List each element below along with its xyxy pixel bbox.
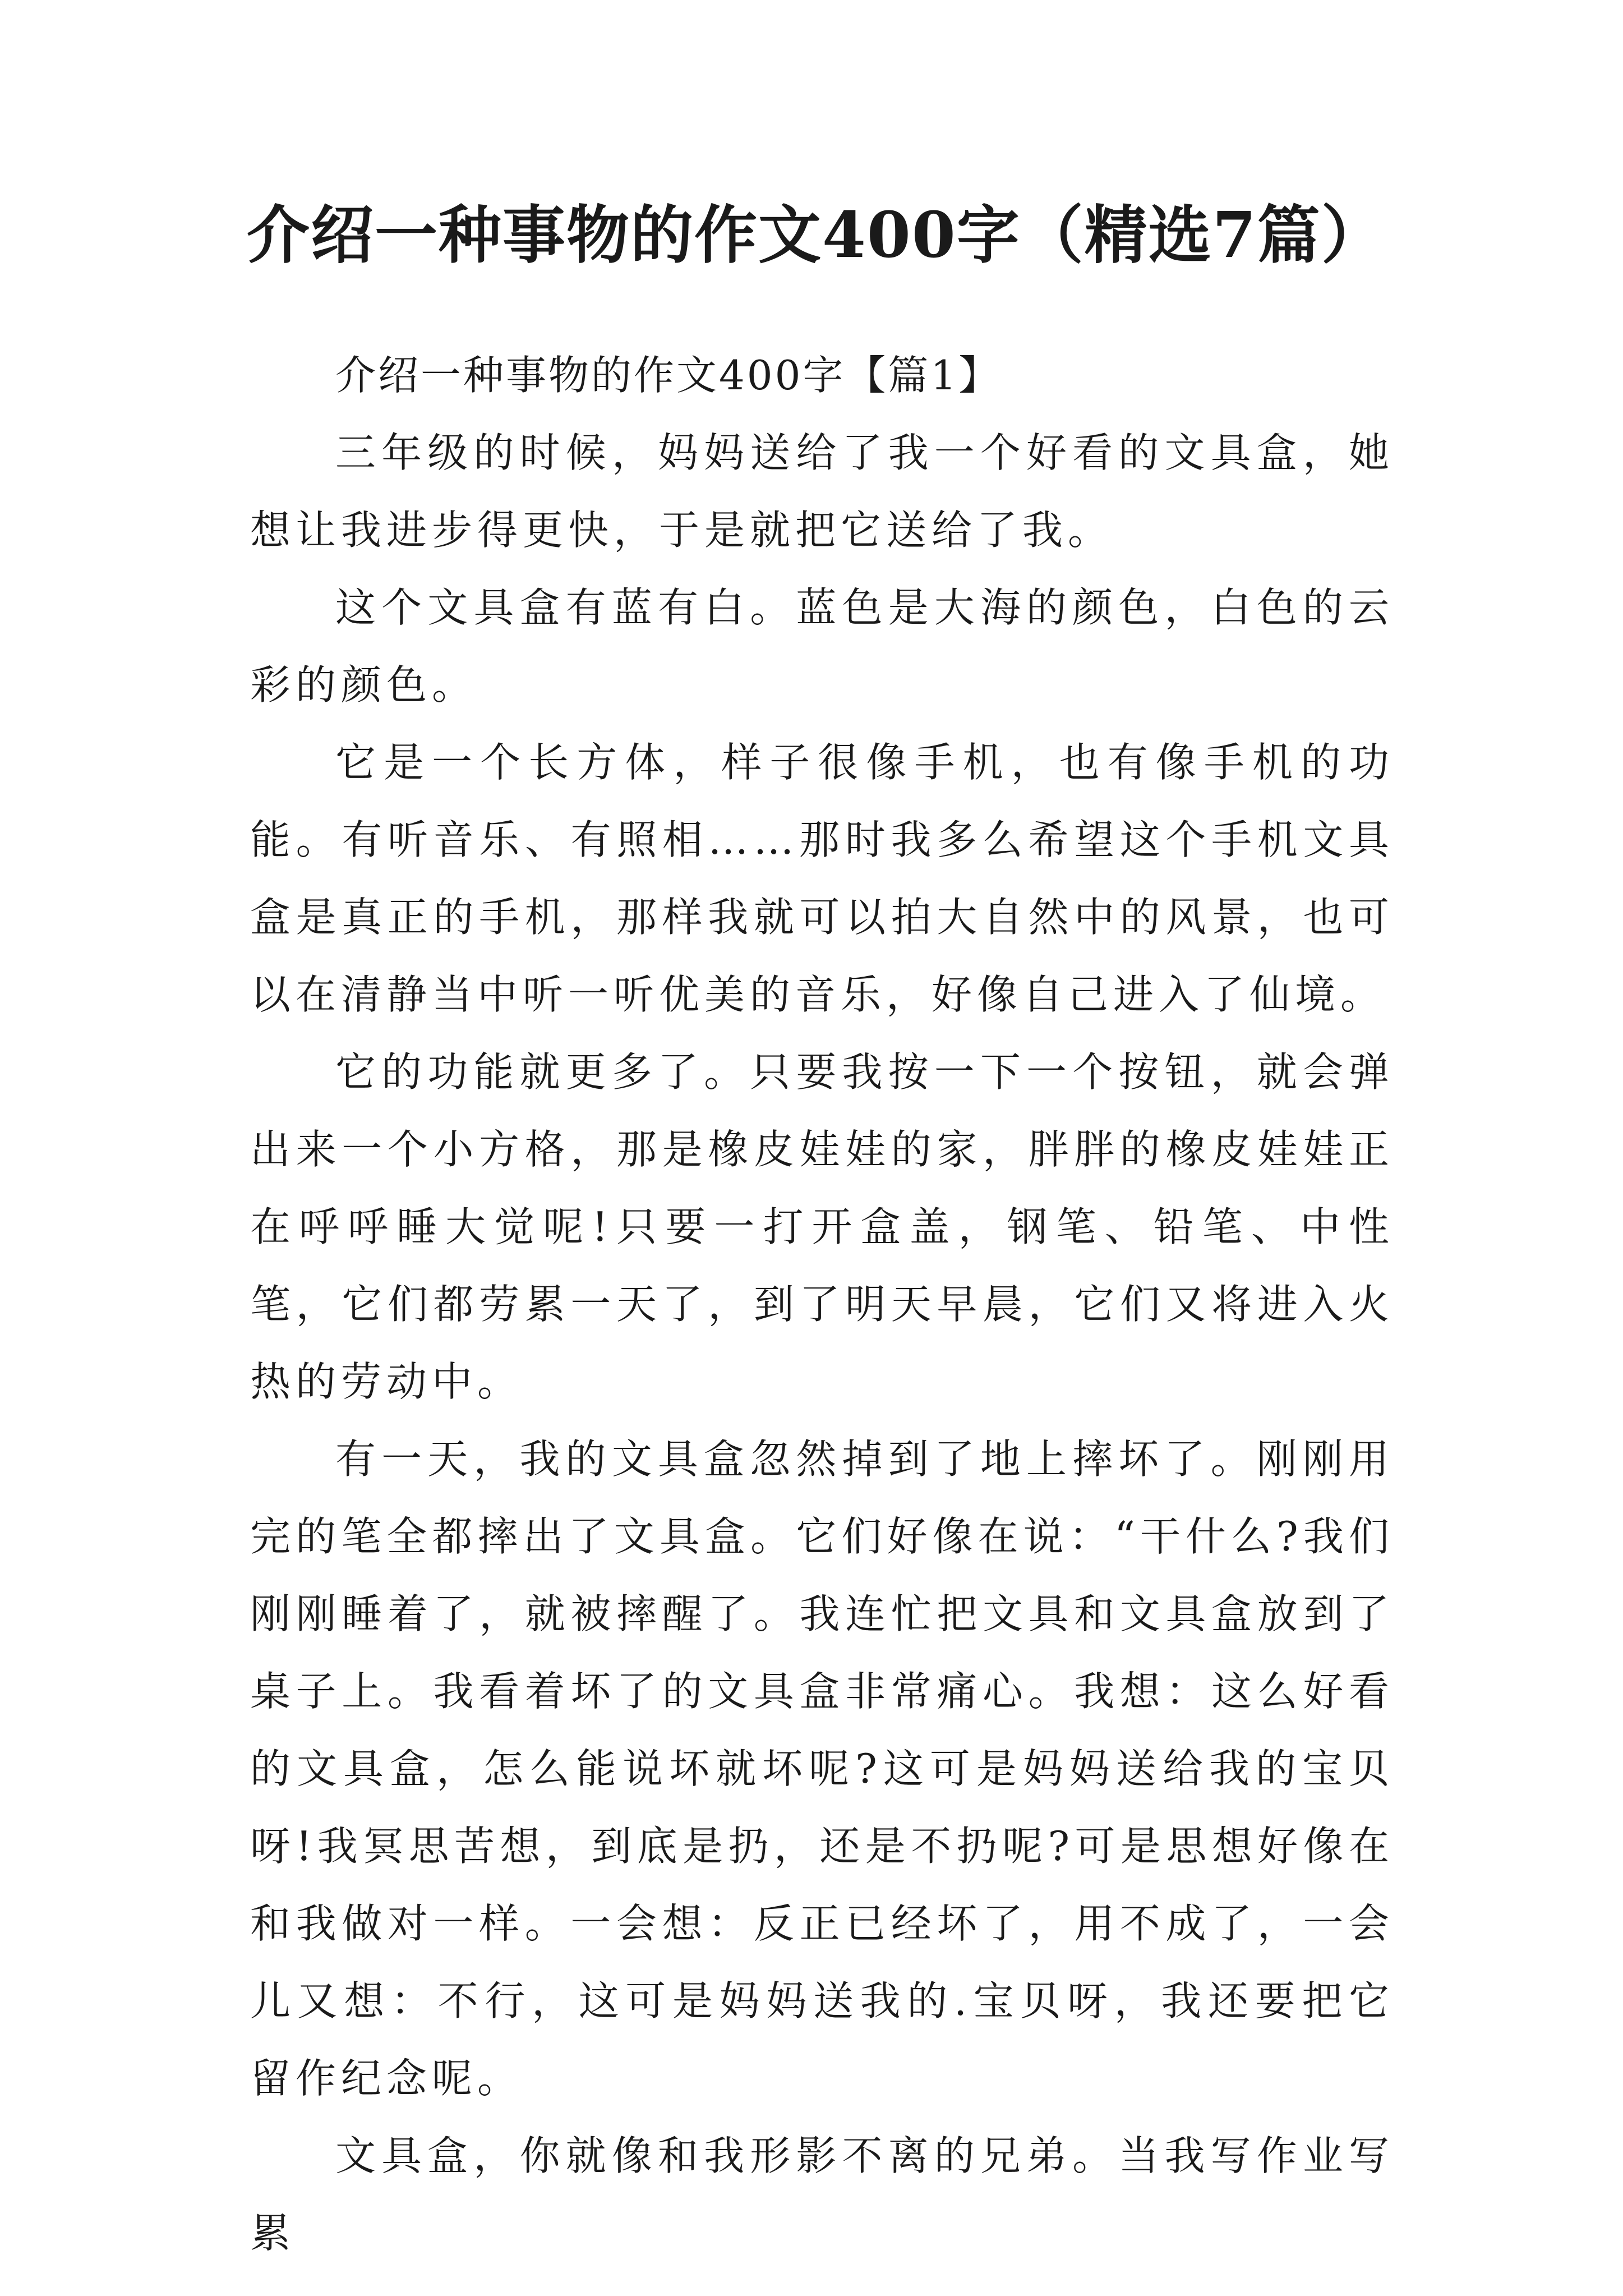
paragraph-5: 有一天，我的文具盒忽然掉到了地上摔坏了。刚刚用完的笔全都摔出了文具盒。它们好像在说：“干什么?我们刚刚睡着了，就被摔醒了。我连忙把文具和文具盒放到了桌子上。我看着坏了的文具盒非常痛心。我想：这么好看的文具盒，怎么能说坏就坏呢?这可是妈妈送给我的宝贝呀!我冥思苦想，到底是扔，还是不扔呢?可是思想好像在和我做对一样。一会想：反正已经坏了，用不成了，一会儿又想：不行，这可是妈妈送我的.宝贝呀，我还要把它留作纪念呢。 xyxy=(250,1435,1394,2102)
section-heading: 介绍一种事物的作文400字【篇1】 xyxy=(335,352,1002,399)
document-title: 介绍一种事物的作文400字（精选7篇） xyxy=(247,199,1385,272)
paragraph-2: 这个文具盒有蓝有白。蓝色是大海的颜色，白色的云彩的颜色。 xyxy=(250,584,1394,708)
paragraph-1: 三年级的时候，妈妈送给了我一个好看的文具盒，她想让我进步得更快，于是就把它送给了我。 xyxy=(250,429,1394,554)
paragraph-3: 它是一个长方体，样子很像手机，也有像手机的功能。有听音乐、有照相……那时我多么希望这个手机文具盒是真正的手机，那样我就可以拍大自然中的风景，也可以在清静当中听一听优美的音乐，好像自己进入了仙境。 xyxy=(250,739,1394,1018)
paragraph-4: 它的功能就更多了。只要我按一下一个按钮，就会弹出来一个小方格，那是橡皮娃娃的家，胖胖的橡皮娃娃正在呼呼睡大觉呢!只要一打开盒盖，钢笔、铅笔、中性笔，它们都劳累一天了，到了明天早晨，它们又将进入火热的劳动中。 xyxy=(250,1048,1394,1405)
article-body xyxy=(250,337,1394,2272)
paragraph-6: 文具盒，你就像和我形影不离的兄弟。当我写作业写累 xyxy=(250,2132,1394,2257)
